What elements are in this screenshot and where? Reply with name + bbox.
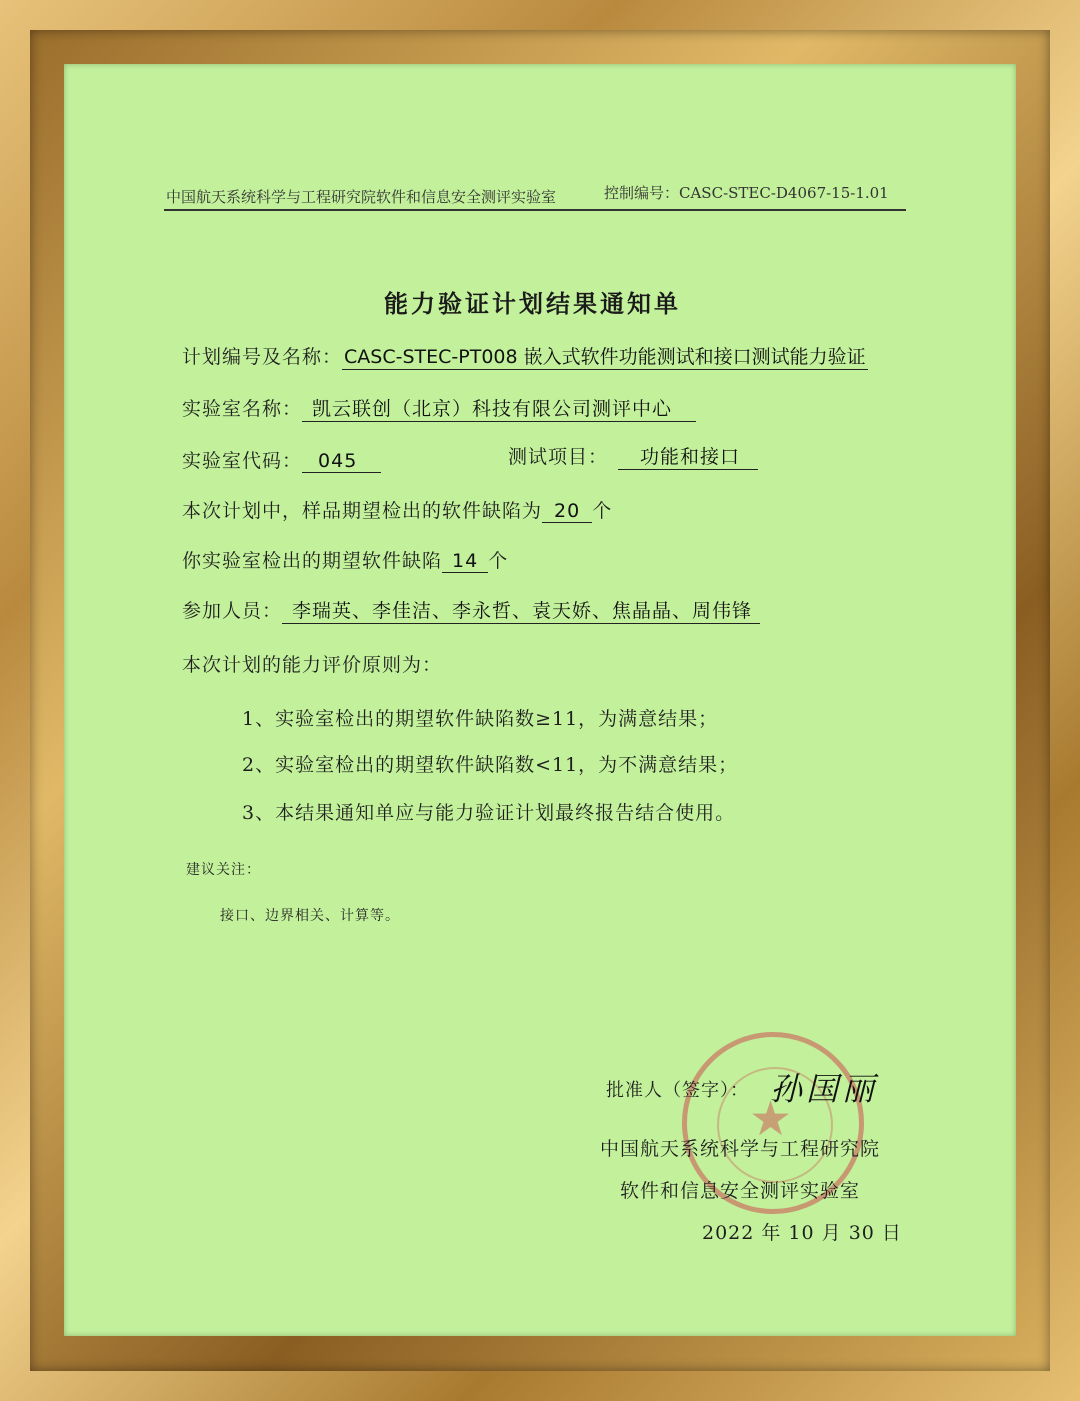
principles-heading: 本次计划的能力评价原则为：	[182, 654, 443, 676]
expected-defects-row	[182, 496, 612, 523]
lab-code-value: 045	[302, 450, 381, 473]
lab-code-label: 实验室代码：	[182, 450, 303, 472]
lab-name-value: 凯云联创（北京）科技有限公司测评中心	[302, 394, 696, 422]
principle-item: 2、实验室检出的期望软件缺陷数<11，为不满意结果；	[242, 754, 739, 776]
plan-label: 计划编号及名称：	[182, 346, 343, 368]
test-item-label: 测试项目：	[508, 446, 609, 468]
issuer-org-line1: 中国航天系统科学与工程研究院	[600, 1138, 881, 1160]
issuer-org-line2: 软件和信息安全测评实验室	[620, 1180, 861, 1202]
lab-name-label: 实验室名称：	[182, 398, 303, 420]
test-item-row	[508, 442, 758, 470]
header-organization: 中国航天系统科学与工程研究院软件和信息安全测评实验室	[166, 188, 557, 206]
approver-label: 批准人（签字）：	[606, 1080, 749, 1101]
principle-item: 1、实验室检出的期望软件缺陷数≥11，为满意结果；	[242, 708, 719, 730]
document-title: 能力验证计划结果通知单	[384, 289, 681, 318]
expected-value: 20	[542, 500, 592, 523]
found-defects-row	[182, 546, 508, 573]
seal-star-icon: ★	[749, 1091, 793, 1147]
participants-label: 参加人员：	[182, 600, 283, 622]
certificate-paper	[64, 64, 1016, 1336]
expected-suffix: 个	[592, 500, 613, 522]
lab-code-row	[182, 446, 381, 473]
principle-item: 3、本结果通知单应与能力验证计划最终报告结合使用。	[242, 802, 736, 824]
expected-prefix: 本次计划中，样品期望检出的软件缺陷为	[182, 500, 543, 522]
approver-signature: 孙国丽	[770, 1070, 879, 1108]
plan-value: CASC-STEC-PT008 嵌入式软件功能测试和接口测试能力验证	[342, 342, 868, 370]
header-control-number: 控制编号：CASC-STEC-D4067-15-1.01	[604, 184, 889, 202]
test-item-value: 功能和接口	[618, 442, 758, 470]
lab-name-row	[182, 394, 696, 422]
found-value: 14	[442, 550, 488, 573]
issue-date: 2022 年 10 月 30 日	[702, 1222, 902, 1244]
suggestion-heading: 建议关注：	[186, 862, 261, 878]
suggestion-text: 接口、边界相关、计算等。	[220, 908, 400, 924]
plan-row	[182, 342, 868, 370]
found-suffix: 个	[488, 550, 509, 572]
found-prefix: 你实验室检出的期望软件缺陷	[182, 550, 443, 572]
participants-row	[182, 596, 760, 624]
participants-value: 李瑞英、李佳洁、李永哲、袁天娇、焦晶晶、周伟锋	[282, 596, 760, 624]
header-divider	[164, 209, 906, 211]
